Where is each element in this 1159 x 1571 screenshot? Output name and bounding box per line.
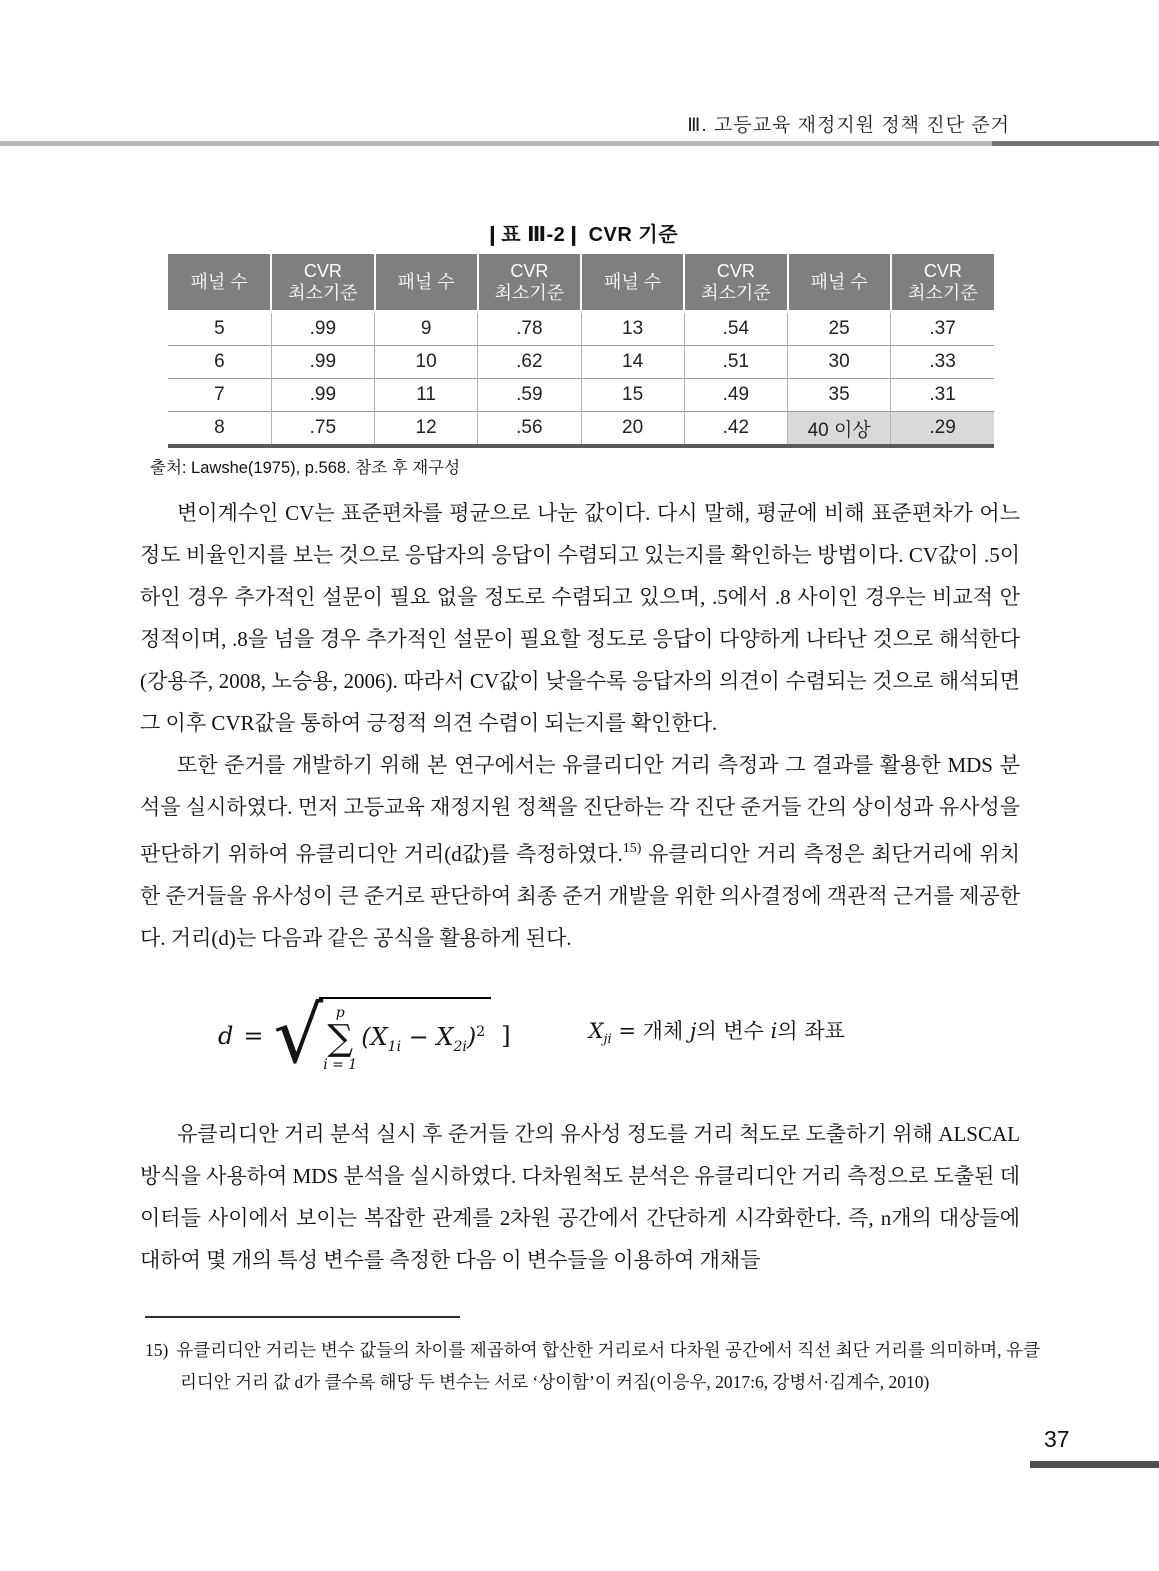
table-cell: .49 [684, 379, 787, 412]
subscript-2i: 2i [453, 1038, 467, 1055]
formula-equals: = [243, 1022, 264, 1050]
col-header-cvr-line1: CVR [510, 260, 549, 281]
table-cell: 13 [581, 312, 684, 346]
closing-bracket: ] [501, 1022, 511, 1050]
table-cell: .31 [891, 379, 994, 412]
col-header-panel: 패널 수 [788, 254, 891, 312]
formula-legend [589, 1010, 845, 1061]
table-cell: .62 [478, 346, 581, 379]
table-cell: .59 [478, 379, 581, 412]
table-row [168, 312, 994, 346]
square-root [273, 991, 491, 1081]
legend-j: j [689, 1019, 697, 1044]
table-cell: .78 [478, 312, 581, 346]
paragraph-2-text: 또한 준거를 개발하기 위해 본 연구에서는 유클리디안 거리 측정과 그 결과를 활용한 MDS 분석을 실시하였다. 먼저 고등교육 재정지원 정책을 진단하는 각 진단 준거들 간의 상이성과 유사성을 판단하기 위하여 유클리디안 거리(d값)를 측정하였다. [140, 753, 1020, 866]
footnote-marker: 15) [145, 1340, 169, 1360]
col-header-cvr [478, 254, 581, 312]
table-row [168, 346, 994, 379]
table-cell: 20 [581, 412, 684, 447]
table-cell-highlighted: 40 이상 [788, 412, 891, 447]
table-cell: 25 [788, 312, 891, 346]
euclidean-distance-formula [140, 993, 1020, 1079]
table-cell: .37 [891, 312, 994, 346]
footnote-15 [145, 1334, 1040, 1398]
legend-x: X [588, 1019, 604, 1044]
col-header-cvr-line2: 최소기준 [288, 283, 358, 303]
term-open: (X [361, 1022, 388, 1051]
table-row [168, 412, 994, 447]
cvr-table-block [150, 218, 994, 477]
cvr-table [168, 254, 994, 448]
summation-operator [323, 1006, 357, 1072]
radical-sign: √ [273, 991, 324, 1081]
table-cell: 8 [168, 412, 271, 447]
table-cell: 15 [581, 379, 684, 412]
col-header-cvr-line1: CVR [303, 260, 342, 281]
legend-text: = 개체 [611, 1019, 690, 1044]
table-cell: .99 [271, 346, 374, 379]
col-header-cvr [271, 254, 374, 312]
table-cell: 10 [375, 346, 478, 379]
table-cell: 5 [168, 312, 271, 346]
table-cell: .42 [684, 412, 787, 447]
col-header-cvr-line2: 최소기준 [701, 283, 771, 303]
term-close: ) [466, 1022, 477, 1051]
running-header-title: Ⅲ. 고등교육 재정지원 정책 진단 준거 [687, 115, 1010, 136]
table-cell-highlighted: .29 [891, 412, 994, 447]
header-rule [0, 141, 1159, 146]
table-cell: .33 [891, 346, 994, 379]
col-header-cvr-line1: CVR [923, 260, 962, 281]
table-source-note: 출처: Lawshe(1975), p.568. 참조 후 재구성 [150, 459, 461, 477]
paragraph-2-text-cont: 유클리디안 거리 측정은 최단거리에 위치한 준거들을 유사성이 큰 준거로 판단하여 최종 준거 개발을 위한 의사결정에 객관적 근거를 제공한다. 거리(d)는 다음과 같은 공식을 활용하게 된다. [140, 842, 1020, 950]
cvr-table-header [168, 254, 994, 312]
paragraph-1: 변이계수인 CV는 표준편차를 평균으로 나눈 값이다. 다시 말해, 평균에 비해 표준편차가 어느 정도 비율인지를 보는 것으로 응답자의 응답이 수렴되고 있는지를 확인하는 방법이다. CV값이 .5이하인 경우 추가적인 설문이 필요 없을 정도로 수렴되고 있으며, .5에서 .8 사이인 경우는 비교적 안정적이며, .8을 넘을 경우 추가적인 설문이 필요할 정도로 응답이 다양하게 나타난 것으로 해석한다(강용주, 2008, 노승용, 2006). 따라서 CV값이 낮을수록 응답자의 의견이 수렴되는 것으로 해석되면 그 이후 CVR값을 통하여 긍정적 의견 수렴이 되는지를 확인한다. [140, 501, 1020, 735]
footer-bar [1030, 1461, 1159, 1468]
formula-d: d [218, 1022, 234, 1050]
term-minus: − X [401, 1022, 454, 1051]
col-header-panel: 패널 수 [581, 254, 684, 312]
col-header-panel: 패널 수 [168, 254, 271, 312]
sigma-symbol: ∑ [327, 1017, 354, 1059]
table-cell: .75 [271, 412, 374, 447]
table-cell: .51 [684, 346, 787, 379]
paragraph-3: 유클리디안 거리 분석 실시 후 준거들 간의 유사성 정도를 거리 척도로 도출하기 위해 ALSCAL 방식을 사용하여 MDS 분석을 실시하였다. 다차원척도 분석은 유클리디안 거리 측정으로 도출된 데이터들 사이에서 보이는 복잡한 관계를 2차원 공간에서 간단하게 시각화한다. 즉, n개의 대상들에 대하여 몇 개의 특성 변수를 측정한 다음 이 변수들을 이용하여 개채들 [140, 1122, 1020, 1272]
page-number: 37 [1044, 1426, 1070, 1452]
col-header-cvr-line2: 최소기준 [908, 283, 978, 303]
table-cell: 35 [788, 379, 891, 412]
summand-expression [361, 1011, 485, 1068]
col-header-cvr [891, 254, 994, 312]
legend-text: 의 변수 [696, 1019, 771, 1044]
col-header-cvr-line2: 최소기준 [494, 283, 565, 303]
table-cell: 7 [168, 379, 271, 412]
footnote-separator [145, 1316, 460, 1318]
footnote-area [145, 1316, 1040, 1398]
footnote-reference-15: 15) [622, 841, 642, 856]
col-header-panel: 패널 수 [375, 254, 478, 312]
table-caption: ❙표 Ⅲ-2❙ CVR 기준 [483, 224, 679, 246]
legend-subscript-ji: ji [603, 1032, 612, 1048]
table-cell: .54 [684, 312, 787, 346]
table-cell: 11 [375, 379, 478, 412]
table-cell: 9 [375, 312, 478, 346]
sum-upper-limit: p [335, 1004, 345, 1021]
table-cell: 30 [788, 346, 891, 379]
table-cell: .99 [271, 312, 374, 346]
table-cell: .99 [271, 379, 374, 412]
legend-i: i [770, 1019, 778, 1044]
table-cell: .56 [478, 412, 581, 447]
superscript-2: 2 [476, 1023, 486, 1040]
formula-expression [218, 991, 511, 1081]
col-header-cvr [684, 254, 787, 312]
table-cell: 12 [375, 412, 478, 447]
paragraph-2 [140, 744, 1020, 959]
radicand [319, 997, 491, 1075]
subscript-1i: 1i [387, 1038, 402, 1055]
sum-lower-limit: i = 1 [323, 1057, 358, 1074]
footnote-text: 유클리디안 거리는 변수 값들의 차이를 제곱하여 합산한 거리로서 다차원 공간에서 직선 최단 거리를 의미하며, 유클리디안 거리 값 d가 클수록 해당 두 변수는 서로 ‘상이함’이 커짐(이응우, 2017:6, 강병서·김계수, 2010) [176, 1340, 1040, 1392]
col-header-cvr-line1: CVR [716, 260, 755, 281]
body-text [140, 492, 1020, 1281]
table-cell: 14 [581, 346, 684, 379]
table-cell: 6 [168, 346, 271, 379]
legend-text: 의 좌표 [777, 1019, 845, 1044]
table-row [168, 379, 994, 412]
